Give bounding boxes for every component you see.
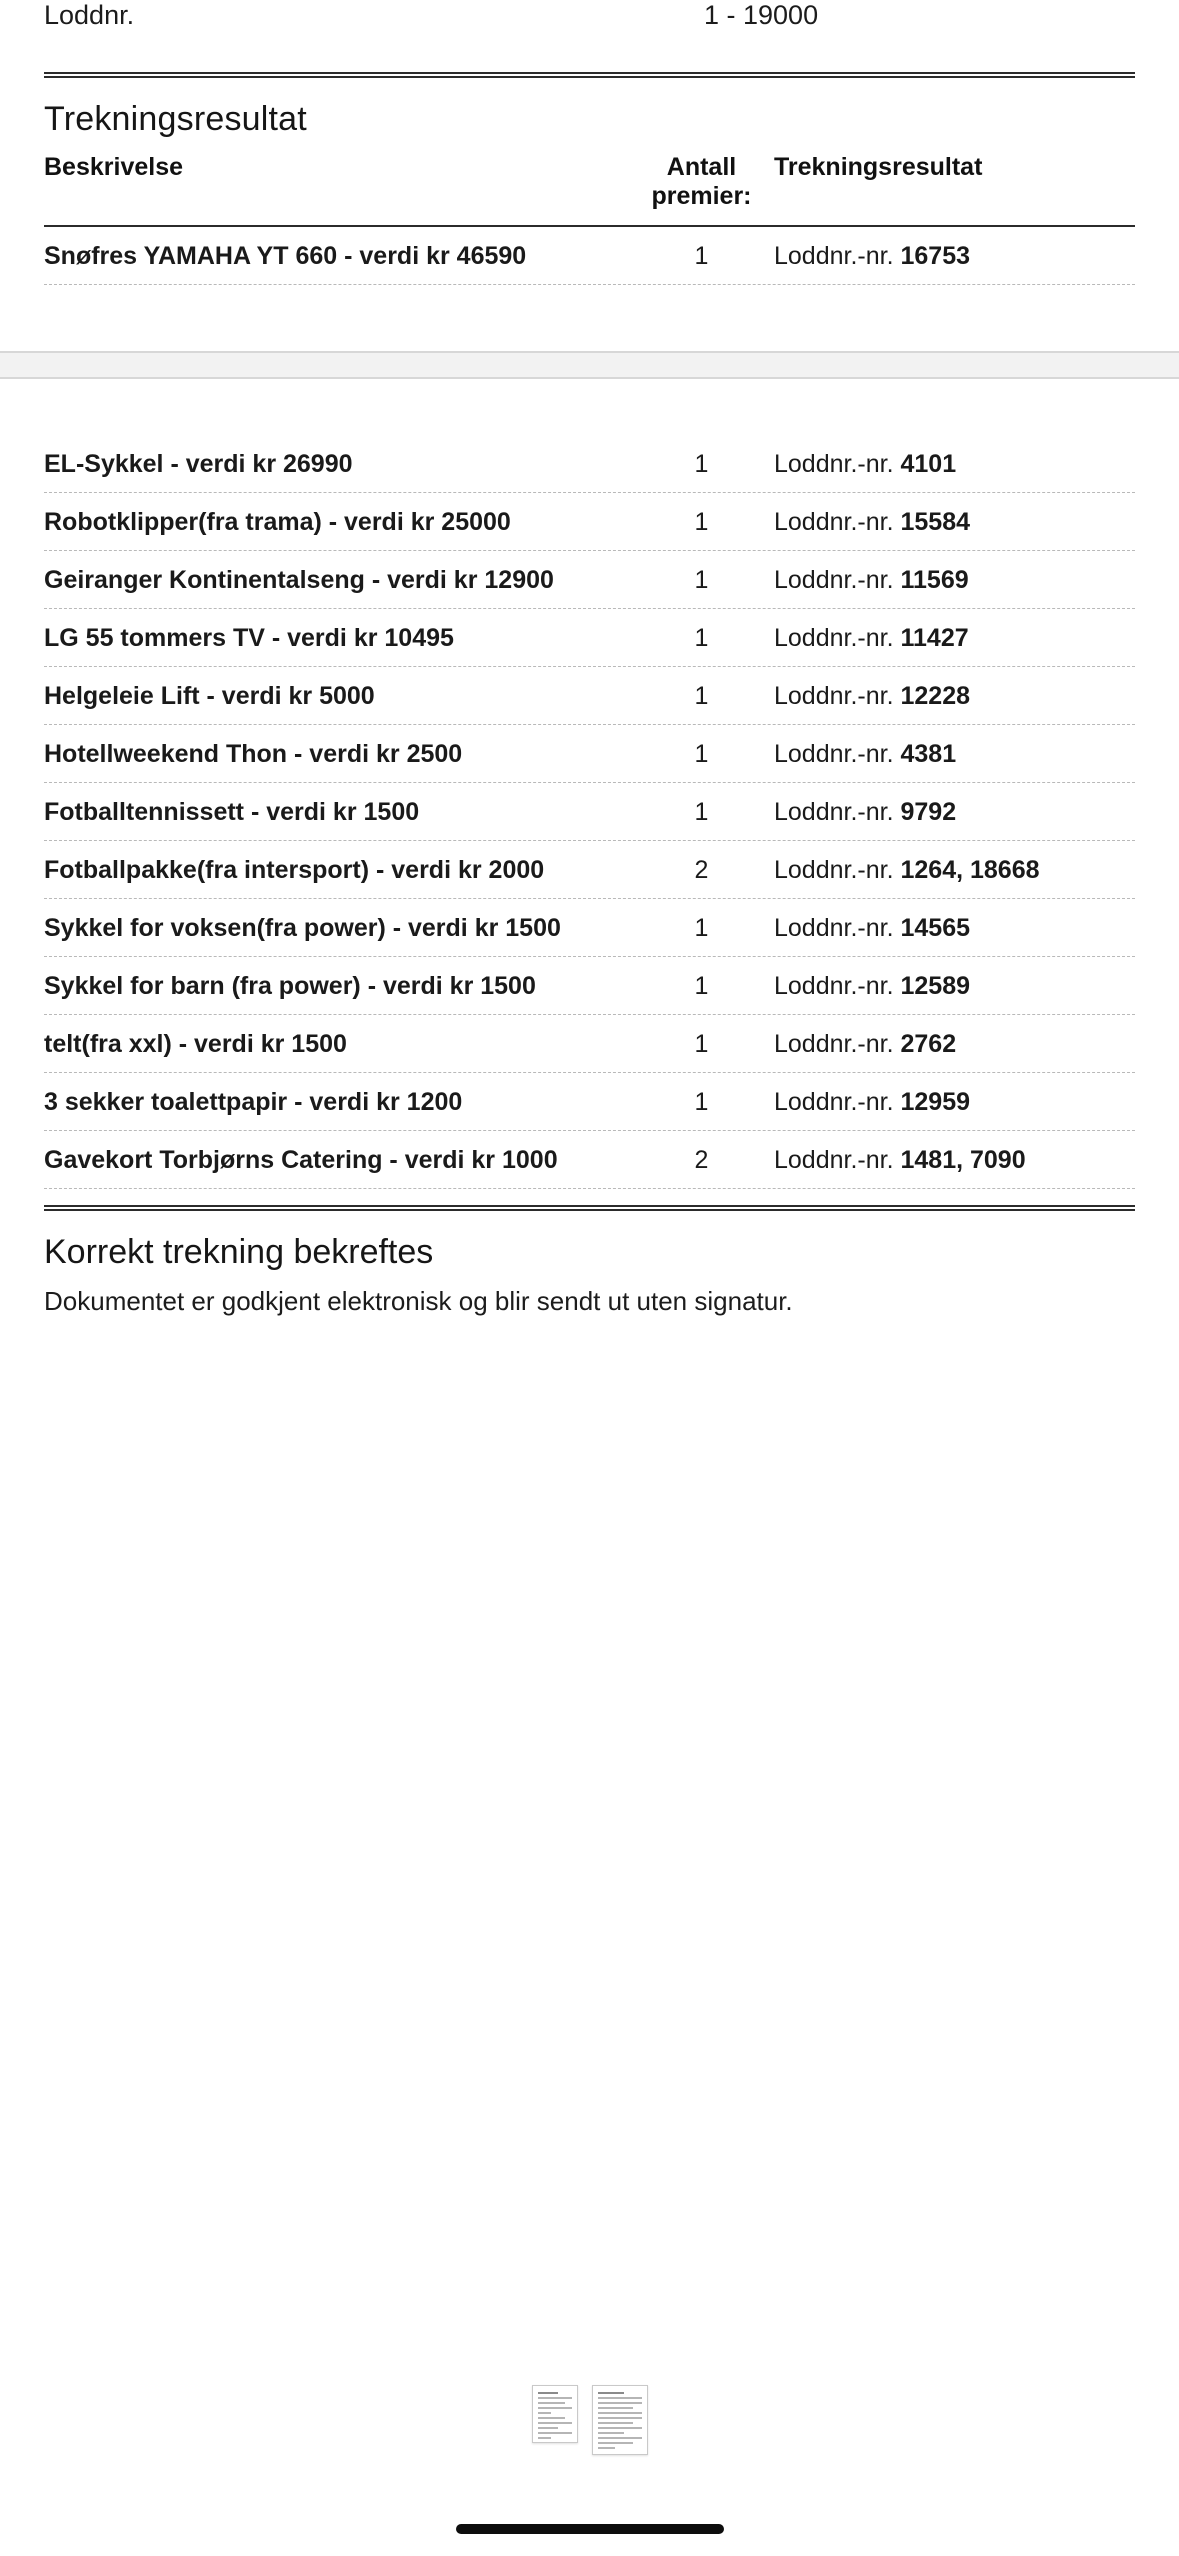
row-result (774, 506, 1135, 539)
confirmation-title: Korrekt trekning bekreftes (44, 1233, 434, 1271)
table-row (44, 725, 1135, 783)
table-row (44, 435, 1135, 493)
table-row (44, 609, 1135, 667)
row-description: 3 sekker toalettpapir - verdi kr 1200 (44, 1088, 463, 1116)
results-table-part1 (44, 153, 1135, 285)
row-quantity: 1 (694, 508, 709, 536)
row-result-prefix: Loddnr.-nr. (774, 972, 894, 1000)
row-quantity: 1 (694, 914, 709, 942)
row-result-prefix: Loddnr.-nr. (774, 1088, 894, 1116)
row-result-prefix: Loddnr.-nr. (774, 1030, 894, 1058)
row-result-numbers: 4101 (900, 450, 957, 478)
row-result (774, 1086, 1135, 1119)
row-result (774, 970, 1135, 1003)
table-row (44, 227, 1135, 285)
row-result-prefix: Loddnr.-nr. (774, 1146, 894, 1174)
row-description: Helgeleie Lift - verdi kr 5000 (44, 682, 375, 710)
row-result-prefix: Loddnr.-nr. (774, 450, 894, 478)
row-result (774, 738, 1135, 771)
row-result (774, 1028, 1135, 1061)
row-result (774, 680, 1135, 713)
row-result-prefix: Loddnr.-nr. (774, 508, 894, 536)
row-quantity: 2 (694, 1146, 709, 1174)
row-description: Sykkel for voksen(fra power) - verdi kr 1500 (44, 914, 561, 942)
row-quantity: 1 (694, 450, 709, 478)
table-header-row (44, 153, 1135, 227)
table-row (44, 1015, 1135, 1073)
row-description: Fotballtennissett - verdi kr 1500 (44, 798, 420, 826)
row-result (774, 448, 1135, 481)
confirmation-text: Dokumentet er godkjent elektronisk og blir sendt ut uten signatur. (44, 1286, 793, 1316)
table-row (44, 783, 1135, 841)
lot-number-range-row (0, 0, 1179, 44)
row-result-prefix: Loddnr.-nr. (774, 798, 894, 826)
row-description: Geiranger Kontinentalseng - verdi kr 12900 (44, 566, 554, 594)
table-row (44, 1073, 1135, 1131)
row-quantity: 1 (694, 798, 709, 826)
row-quantity: 1 (694, 566, 709, 594)
row-result (774, 1144, 1135, 1177)
row-result-prefix: Loddnr.-nr. (774, 682, 894, 710)
table-row (44, 841, 1135, 899)
row-description: EL-Sykkel - verdi kr 26990 (44, 450, 353, 478)
row-description: Fotballpakke(fra intersport) - verdi kr 2000 (44, 856, 545, 884)
row-result-numbers: 1264, 18668 (900, 856, 1040, 884)
row-result-numbers: 15584 (900, 508, 971, 536)
row-result (774, 796, 1135, 829)
row-quantity: 1 (694, 242, 709, 270)
row-result-prefix: Loddnr.-nr. (774, 856, 894, 884)
row-result (774, 240, 1135, 273)
row-quantity: 2 (694, 856, 709, 884)
row-result-numbers: 12589 (900, 972, 971, 1000)
row-result-numbers: 11427 (900, 624, 969, 652)
row-result-numbers: 12228 (900, 682, 971, 710)
row-description: telt(fra xxl) - verdi kr 1500 (44, 1030, 347, 1058)
row-result-prefix: Loddnr.-nr. (774, 740, 894, 768)
row-description: LG 55 tommers TV - verdi kr 10495 (44, 624, 454, 652)
row-description: Robotklipper(fra trama) - verdi kr 25000 (44, 508, 511, 536)
page-thumbnail-1[interactable] (532, 2385, 578, 2443)
row-description: Gavekort Torbjørns Catering - verdi kr 1000 (44, 1146, 558, 1174)
page-break-gap (0, 379, 1179, 435)
column-header-quantity: Antall premier: (651, 153, 752, 210)
page-thumbnail-2[interactable] (592, 2385, 648, 2455)
row-quantity: 1 (694, 740, 709, 768)
row-description: Sykkel for barn (fra power) - verdi kr 1500 (44, 972, 536, 1000)
table-row (44, 493, 1135, 551)
row-result-numbers: 1481, 7090 (900, 1146, 1026, 1174)
table-row (44, 667, 1135, 725)
page-title: Trekningsresultat (44, 100, 307, 138)
row-result (774, 854, 1135, 887)
row-result-numbers: 9792 (900, 798, 957, 826)
table-row (44, 1131, 1135, 1189)
row-result (774, 622, 1135, 655)
table-row (44, 899, 1135, 957)
table-row (44, 957, 1135, 1015)
home-indicator[interactable] (456, 2524, 724, 2534)
row-result (774, 564, 1135, 597)
row-quantity: 1 (694, 1088, 709, 1116)
column-header-result: Trekningsresultat (774, 153, 983, 181)
column-header-description: Beskrivelse (44, 153, 184, 181)
row-description: Hotellweekend Thon - verdi kr 2500 (44, 740, 463, 768)
table-row (44, 551, 1135, 609)
row-quantity: 1 (694, 972, 709, 1000)
row-quantity: 1 (694, 682, 709, 710)
results-table-part2 (44, 435, 1135, 1189)
row-result-numbers: 2762 (900, 1030, 957, 1058)
row-description: Snøfres YAMAHA YT 660 - verdi kr 46590 (44, 242, 527, 270)
row-result-prefix: Loddnr.-nr. (774, 624, 894, 652)
row-result-prefix: Loddnr.-nr. (774, 914, 894, 942)
lot-number-value: 1 - 19000 (704, 0, 819, 30)
row-result (774, 912, 1135, 945)
row-quantity: 1 (694, 624, 709, 652)
lot-number-label: Loddnr. (44, 0, 135, 30)
row-result-numbers: 16753 (900, 242, 971, 270)
row-result-prefix: Loddnr.-nr. (774, 566, 894, 594)
row-result-numbers: 14565 (900, 914, 971, 942)
row-result-numbers: 12959 (900, 1088, 971, 1116)
row-result-numbers: 11569 (900, 566, 969, 594)
page-break-band (0, 351, 1179, 379)
page-thumbnails[interactable] (0, 2385, 1179, 2455)
row-result-numbers: 4381 (900, 740, 957, 768)
row-result-prefix: Loddnr.-nr. (774, 242, 894, 270)
row-quantity: 1 (694, 1030, 709, 1058)
